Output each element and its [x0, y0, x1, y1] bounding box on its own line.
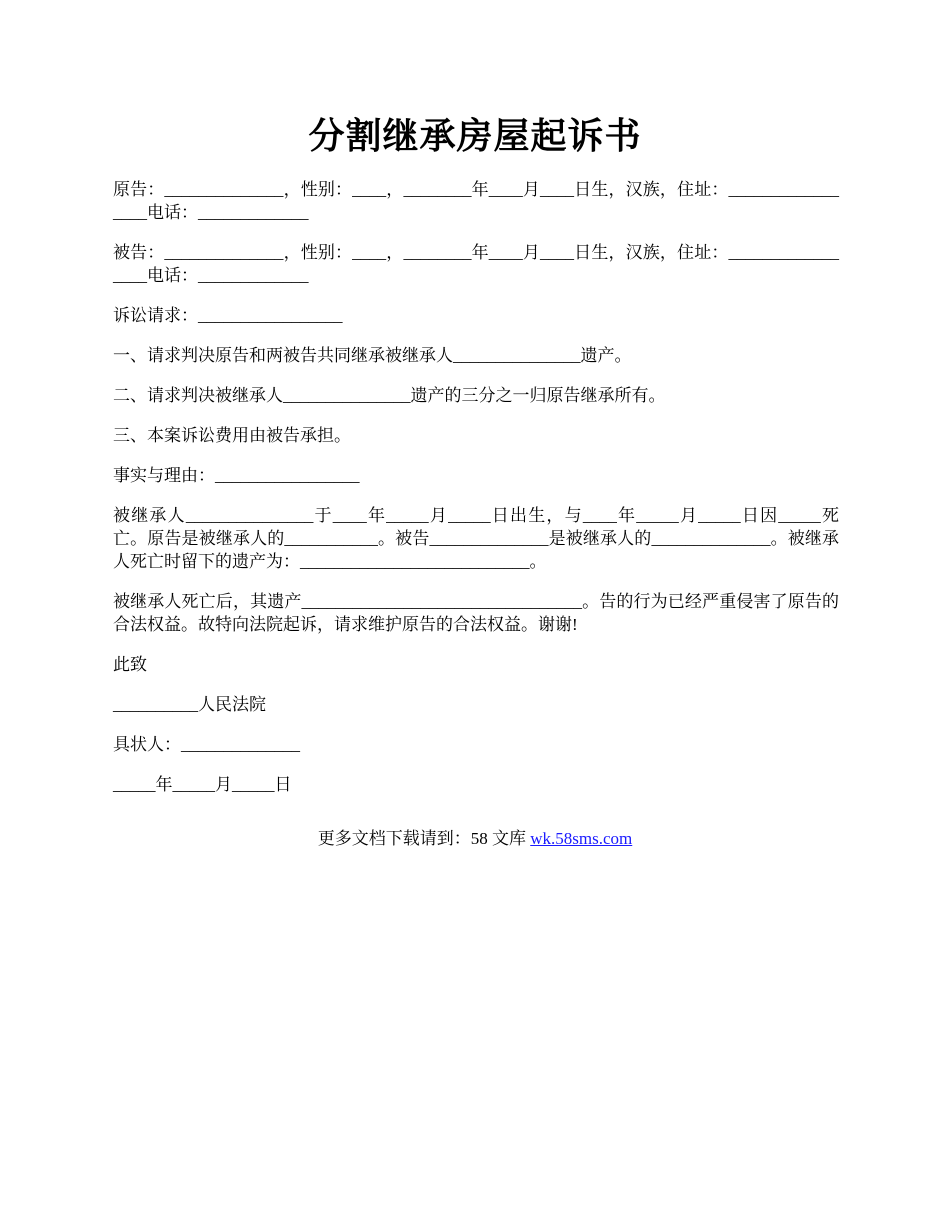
- facts-heading: 事实与理由：_________________: [113, 466, 360, 485]
- facts-paragraph: 被继承人_______________于____年_____月_____日出生，与____年_____月_____日因_____死亡。原告是被继承人的___________。被告______________是被继承人的______________。被继承人死亡时留下的遗产为：___________________________。: [113, 506, 839, 571]
- download-footer: [0, 827, 950, 851]
- claim-item-2: 二、请求判决被继承人_______________遗产的三分之一归原告继承所有。: [113, 386, 666, 405]
- plaintiff-info: 原告：______________，性别：____，________年____月____日生，汉族，住址：_________________电话：_____________: [113, 180, 839, 222]
- infringement-paragraph: 被继承人死亡后，其遗产_________________________________。告的行为已经严重侵害了原告的合法权益。故特向法院起诉，请求维护原告的合法权益。谢谢!: [113, 592, 839, 634]
- date-line: _____年_____月_____日: [113, 775, 292, 794]
- footer-link[interactable]: wk.58sms.com: [530, 829, 633, 848]
- claim-item-3: 三、本案诉讼费用由被告承担。: [113, 426, 351, 445]
- claims-heading: 诉讼请求：_________________: [113, 306, 343, 325]
- court-name: __________人民法院: [113, 695, 266, 714]
- document-title: 分割继承房屋起诉书: [308, 116, 642, 156]
- footer-text: 更多文档下载请到：58 文库: [317, 829, 531, 848]
- claim-item-1: 一、请求判决原告和两被告共同继承被继承人_______________遗产。: [113, 346, 632, 365]
- signer-line: 具状人：______________: [113, 735, 300, 754]
- document-body: [113, 178, 839, 813]
- defendant-info: 被告：______________，性别：____，________年____月____日生，汉族，住址：_________________电话：_____________: [113, 243, 839, 285]
- salutation: 此致: [113, 655, 147, 674]
